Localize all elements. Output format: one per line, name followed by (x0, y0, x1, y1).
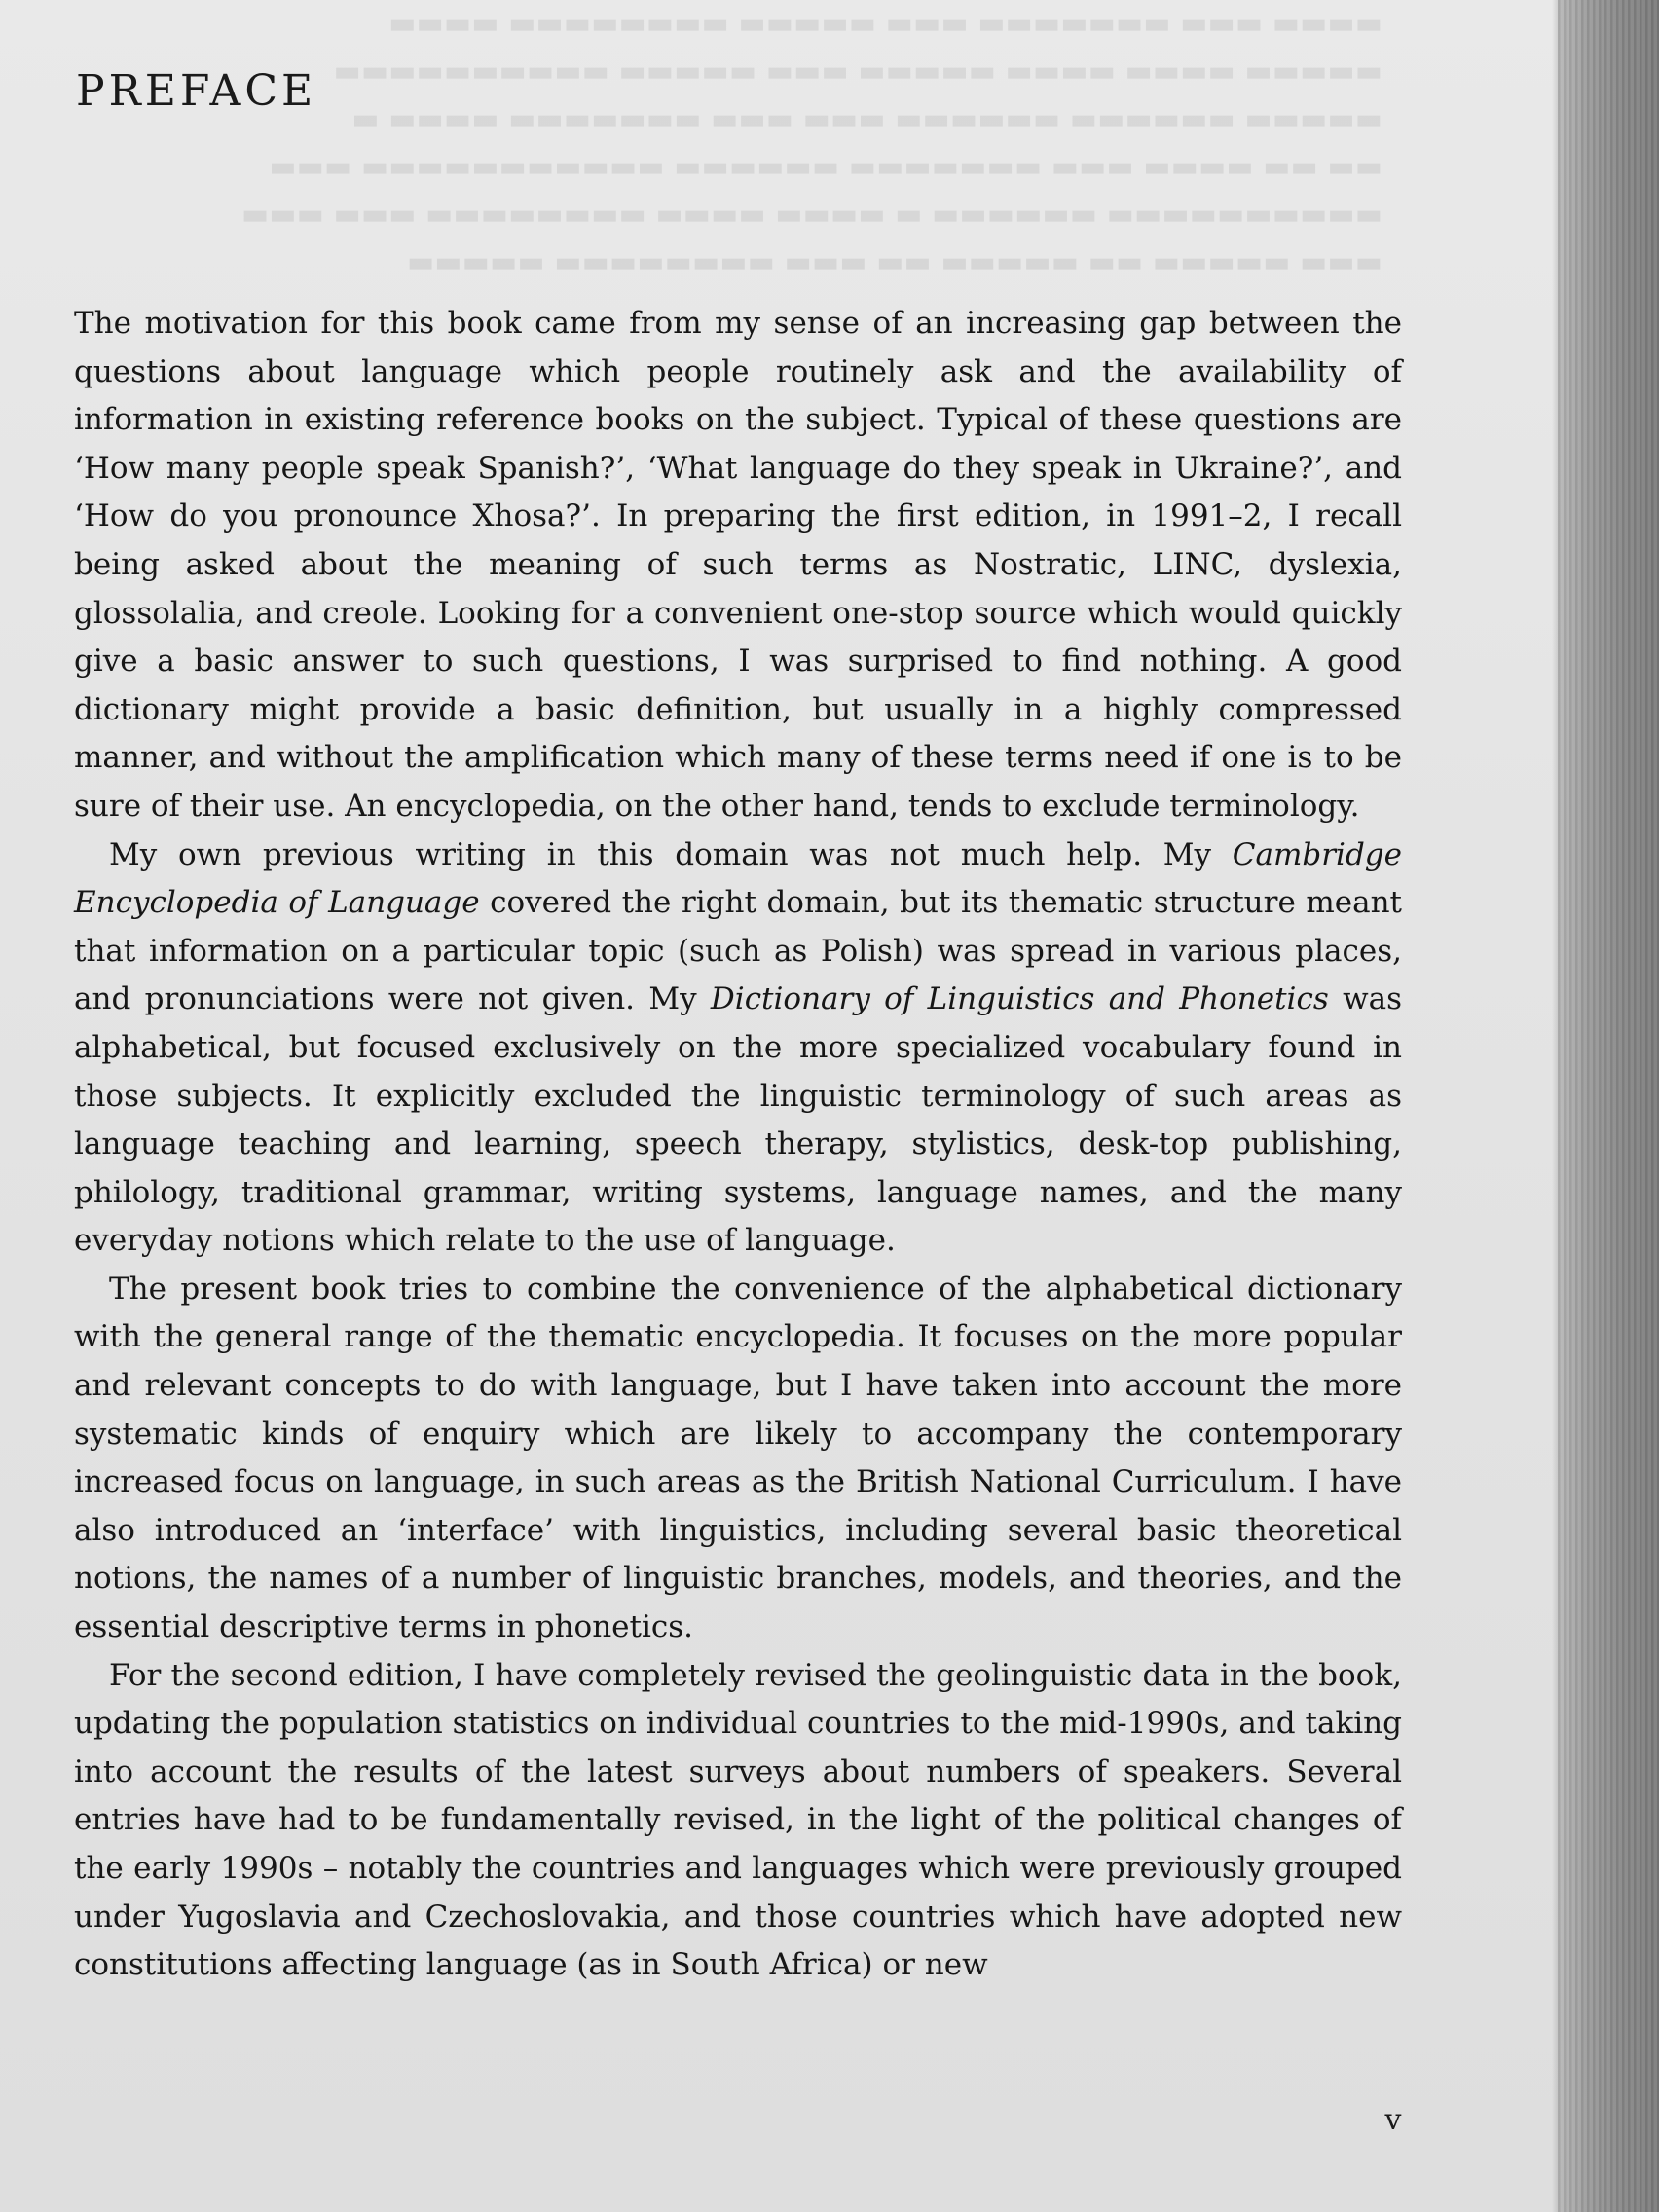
book-binding (1558, 0, 1659, 2212)
paragraph-text: For the second edition, I have completely revised the geolinguistic data in the book, updating the population statistics on individual countries to the mid-1990s, and taking into account the results of the latest surveys about numbers of speakers. Several entries have had to be fundamentally revised, in the light of the political changes of the early 1990s – notably the countries and languages which were previously grouped under Yugoslavia and Czechoslovakia, and those countries which have adopted new constitutions affecting language (as in South Africa) or new (74, 1657, 1402, 1983)
paragraph-3 (74, 1266, 1402, 1652)
page-heading: PREFACE (76, 66, 317, 116)
show-through-text: ▬▬▬▬ ▬▬▬ ▬▬▬▬▬▬▬ ▬▬▬ ▬▬▬▬▬ ▬▬▬▬▬▬▬▬ ▬▬▬▬ ▬▬▬▬▬ ▬▬▬▬ ▬▬▬▬ ▬▬▬▬▬ ▬▬▬ ▬▬▬▬▬ ▬▬▬▬▬▬▬▬▬▬ ▬▬▬▬▬ ▬▬▬▬▬▬ ▬▬▬▬▬▬ ▬▬▬ ▬▬▬ ▬▬▬▬▬▬▬ ▬▬▬▬ ▬ ▬▬ ▬▬ ▬▬▬▬ ▬▬▬ ▬▬▬▬▬▬▬ ▬▬▬▬▬▬ ▬▬▬▬▬▬▬▬▬▬▬ ▬▬▬ ▬▬▬▬▬▬▬▬▬▬ ▬▬▬▬▬▬ ▬ ▬▬▬▬ ▬▬▬▬ ▬▬▬▬▬▬▬▬ ▬▬▬ ▬▬▬ ▬▬▬ ▬▬▬▬▬ ▬▬ ▬▬▬▬▬ ▬▬ ▬▬▬ ▬▬▬▬▬▬▬▬ ▬▬▬▬▬ (240, 7, 1382, 279)
italic-title: Cambridge Encyclopedia of Language (74, 836, 1402, 921)
paragraph-text: The present book tries to combine the convenience of the alphabetical dictionary with the general range of the thematic encyclopedia. It focuses on the more popular and relevant concepts to do with language, but I have taken into account the more systematic kinds of enquiry which are likely to accompany the contemporary increased focus on language, in such areas as the British National Curriculum. I have also introduced an ‘interface’ with linguistics, including several basic theoretical notions, the names of a number of linguistic branches, models, and theories, and the essential descriptive terms in phonetics. (74, 1271, 1402, 1645)
preface-body (74, 300, 1402, 1990)
paragraph-text: was alphabetical, but focused exclusively on the more specialized vocabulary found in those subjects. It explicitly excluded the linguistic terminology of such areas as language teaching and learning, speech therapy, stylistics, desk-top publishing, philology, traditional grammar, writing systems, language names, and the many everyday notions which relate to the use of language. (74, 981, 1402, 1259)
paragraph-text: The motivation for this book came from my sense of an increasing gap between the questions about language which people routinely ask and the availability of information in existing reference books on the subject. Typical of these questions are ‘How many people speak Spanish?’, ‘What language do they speak in Ukraine?’, and ‘How do you pronounce Xhosa?’. In preparing the first edition, in 1991–2, I recall being asked about the meaning of such terms as Nostratic, LINC, dyslexia, glossolalia, and creole. Looking for a convenient one-stop source which would quickly give a basic answer to such questions, I was surprised to find nothing. A good dictionary might provide a basic definition, but usually in a highly compressed manner, and without the amplification which many of these terms need if one is to be sure of their use. An encyclopedia, on the other hand, tends to exclude terminology. (74, 306, 1402, 824)
paragraph-4 (74, 1652, 1402, 1990)
page-number: v (1384, 2103, 1402, 2137)
paragraph-text: My own previous writing in this domain was not much help. My (109, 836, 1233, 872)
paragraph-1 (74, 300, 1402, 831)
paragraph-2 (74, 831, 1402, 1266)
italic-title: Dictionary of Linguistics and Phonetics (710, 981, 1329, 1017)
paragraph-text: covered the right domain, but its thematic structure meant that information on a particular topic (such as Polish) was spread in various places, and pronunciations were not given. My (74, 885, 1402, 1017)
